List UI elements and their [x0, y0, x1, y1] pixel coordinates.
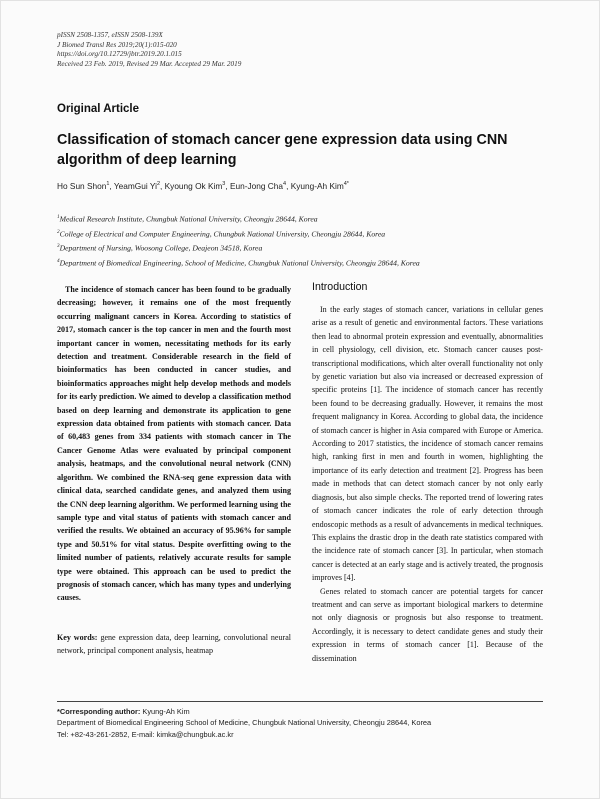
author-sup: 3: [222, 181, 226, 187]
article-type: Original Article: [57, 103, 140, 115]
affiliation-sup: 3: [57, 243, 60, 250]
abstract-text: The incidence of stomach cancer has been found to be gradually decreasing; however, it remains one of the most frequently occurring malignant cancers in Korea. According to statistics of 2017, stomach cancer is the top cancer in men and the fourth most important cancer in women, necessitating methods for its early detection and treatment. Considerable research in the field of bioinformatics has been conducted in cancer studies, and bioinformatics approaches might help develop methods and models for its early prediction. We aimed to develop a classification method based on deep learning and demonstrate its application to gene expression data obtained from patients with stomach cancer. Data of 60,483 genes from 334 patients with stomach cancer in The Cancer Genome Atlas were evaluated by principal component analysis, heatmaps, and the convolutional neural network (CNN) algorithm. We combined the RNA-seq gene expression data with clinical data, searched candidate genes, and analyzed them using the CNN deep learning algorithm. We performed learning using the sample type and vital status of patients with stomach cancer and verified the results. We obtained an accuracy of 95.96% for sample type and 50.51% for vital status. Despite overfitting owing to the limited number of patients, relatively accurate results for sample type were obtained. This approach can be used to predict the prognosis of stomach cancer, which has many types and underlying causes.: [57, 285, 291, 603]
affiliation-item: [57, 240, 577, 255]
author-sup: 4: [283, 181, 287, 187]
intro-paragraph: Genes related to stomach cancer are potential targets for cancer treatment and can serve as important biological markers to determine not only diagnosis or prognosis but also response to treatment. Accordingly, it is necessary to detect candidate genes and study their expression in terms of stomach cancer [1]. Because of the dissemination: [312, 586, 543, 663]
affiliation-list: [57, 211, 577, 270]
corresponding-line: [57, 706, 557, 717]
affiliation-item: [57, 255, 577, 270]
author-sup: 4*: [343, 181, 349, 187]
author-name: Eun-Jong Cha: [229, 181, 284, 191]
affiliation-text: Department of Biomedical Engineering, School of Medicine, Chungbuk National University, Cheongju 28644, Korea: [59, 258, 420, 268]
author-sup: 1: [106, 181, 110, 187]
corresponding-contact: Tel: +82-43-261-2852, E-mail: kimka@chungbuk.ac.kr: [57, 729, 234, 739]
keywords-label: Key words:: [57, 633, 98, 642]
affiliation-sup: 2: [57, 228, 60, 235]
doi-link[interactable]: https://doi.org/10.12729/jbtr.2019.20.1.015: [57, 50, 182, 59]
corresponding-label: *Corresponding author:: [57, 707, 141, 716]
intro-paragraph: In the early stages of stomach cancer, variations in cellular genes arise as a result of genetic and environmental factors. These variations then lead to abnormal protein expression and eventually, abnormalities in cell physiology, cell division, etc. Stomach cancer causes post-transcriptional modifications, which alter overall functionality not only by genetic variation but also via increased or decreased expression of specific proteins [1]. The incidence of stomach cancer has recently been found to be decreasing gradually. However, it remains the most frequent malignancy in Korea. According to global data, the incidence of stomach cancer is higher in Asia compared with Europe or America. According to 2017 statistics, the incidence of stomach cancer remains high, ranking first in men and fourth in women, highlighting the importance of its early detection and treatment [2]. Progress has been made in methods that can detect stomach cancer by not only early diagnosis, but also simple checks. The reported trend of lowering rates of stomach cancer indicates the role of early detection through endoscopic methods as a result of advancements in medical techniques. This explains the drastic drop in the death rate statistics compared with the incidence rate of stomach cancer [3]. In particular, when stomach cancer is detected at an early stage and is actively treated, the prognosis improves [4].: [312, 305, 543, 583]
affiliation-item: [57, 211, 577, 226]
author-list: Ho Sun Shon$^1$, YeamGui Yi$^2$, Kyoung Ok Kim$^3$, Eun-Jong Cha$^4$, Kyung-Ah Kim$^{4*}$: [57, 181, 349, 191]
journal-meta: [57, 31, 241, 69]
keywords-text: gene expression data, deep learning, convolutional neural network, principal component analysis, heatmap: [57, 633, 292, 656]
journal-citation: J Biomed Transl Res 2019;20(1):015-020: [57, 40, 177, 49]
author-name: Ho Sun Shon: [57, 181, 107, 191]
footnote-divider: [57, 701, 543, 702]
affiliation-text: College of Electrical and Computer Engineering, Chungbuk National University, Cheongju 28644, Korea: [59, 229, 386, 239]
affiliation-text: Department of Nursing, Woosong College, Deajeon 34518, Korea: [59, 243, 263, 253]
author-sup: 2: [156, 181, 161, 187]
affiliation-item: [57, 226, 577, 241]
dates-line: Received 23 Feb. 2019, Revised 29 Mar. Accepted 29 Mar. 2019: [57, 59, 242, 68]
affiliation-text: Medical Research Institute, Chungbuk National University, Cheongju 28644, Korea: [59, 214, 318, 224]
paper-title: Classification of stomach cancer gene expression data using CNN algorithm of deep learning: [57, 132, 508, 168]
affiliation-sup: 4: [57, 258, 60, 265]
author-name: Kyung-Ah Kim: [290, 181, 344, 191]
affiliation-sup: 1: [57, 214, 60, 220]
author-name: Kyoung Ok Kim: [164, 181, 223, 191]
corresponding-name: Kyung-Ah Kim: [142, 707, 190, 716]
author-name: YeamGui Yi: [113, 181, 157, 191]
keywords: [57, 631, 291, 658]
section-heading-introduction: Introduction: [312, 281, 368, 293]
corresponding-address: Department of Biomedical Engineering School of Medicine, Chungbuk National University, Cheongju 28644, Korea: [57, 718, 432, 728]
corresponding-author: [57, 706, 557, 740]
introduction-body: [312, 303, 543, 665]
issn-line: pISSN 2508-1357, eISSN 2508-139X: [57, 31, 163, 39]
